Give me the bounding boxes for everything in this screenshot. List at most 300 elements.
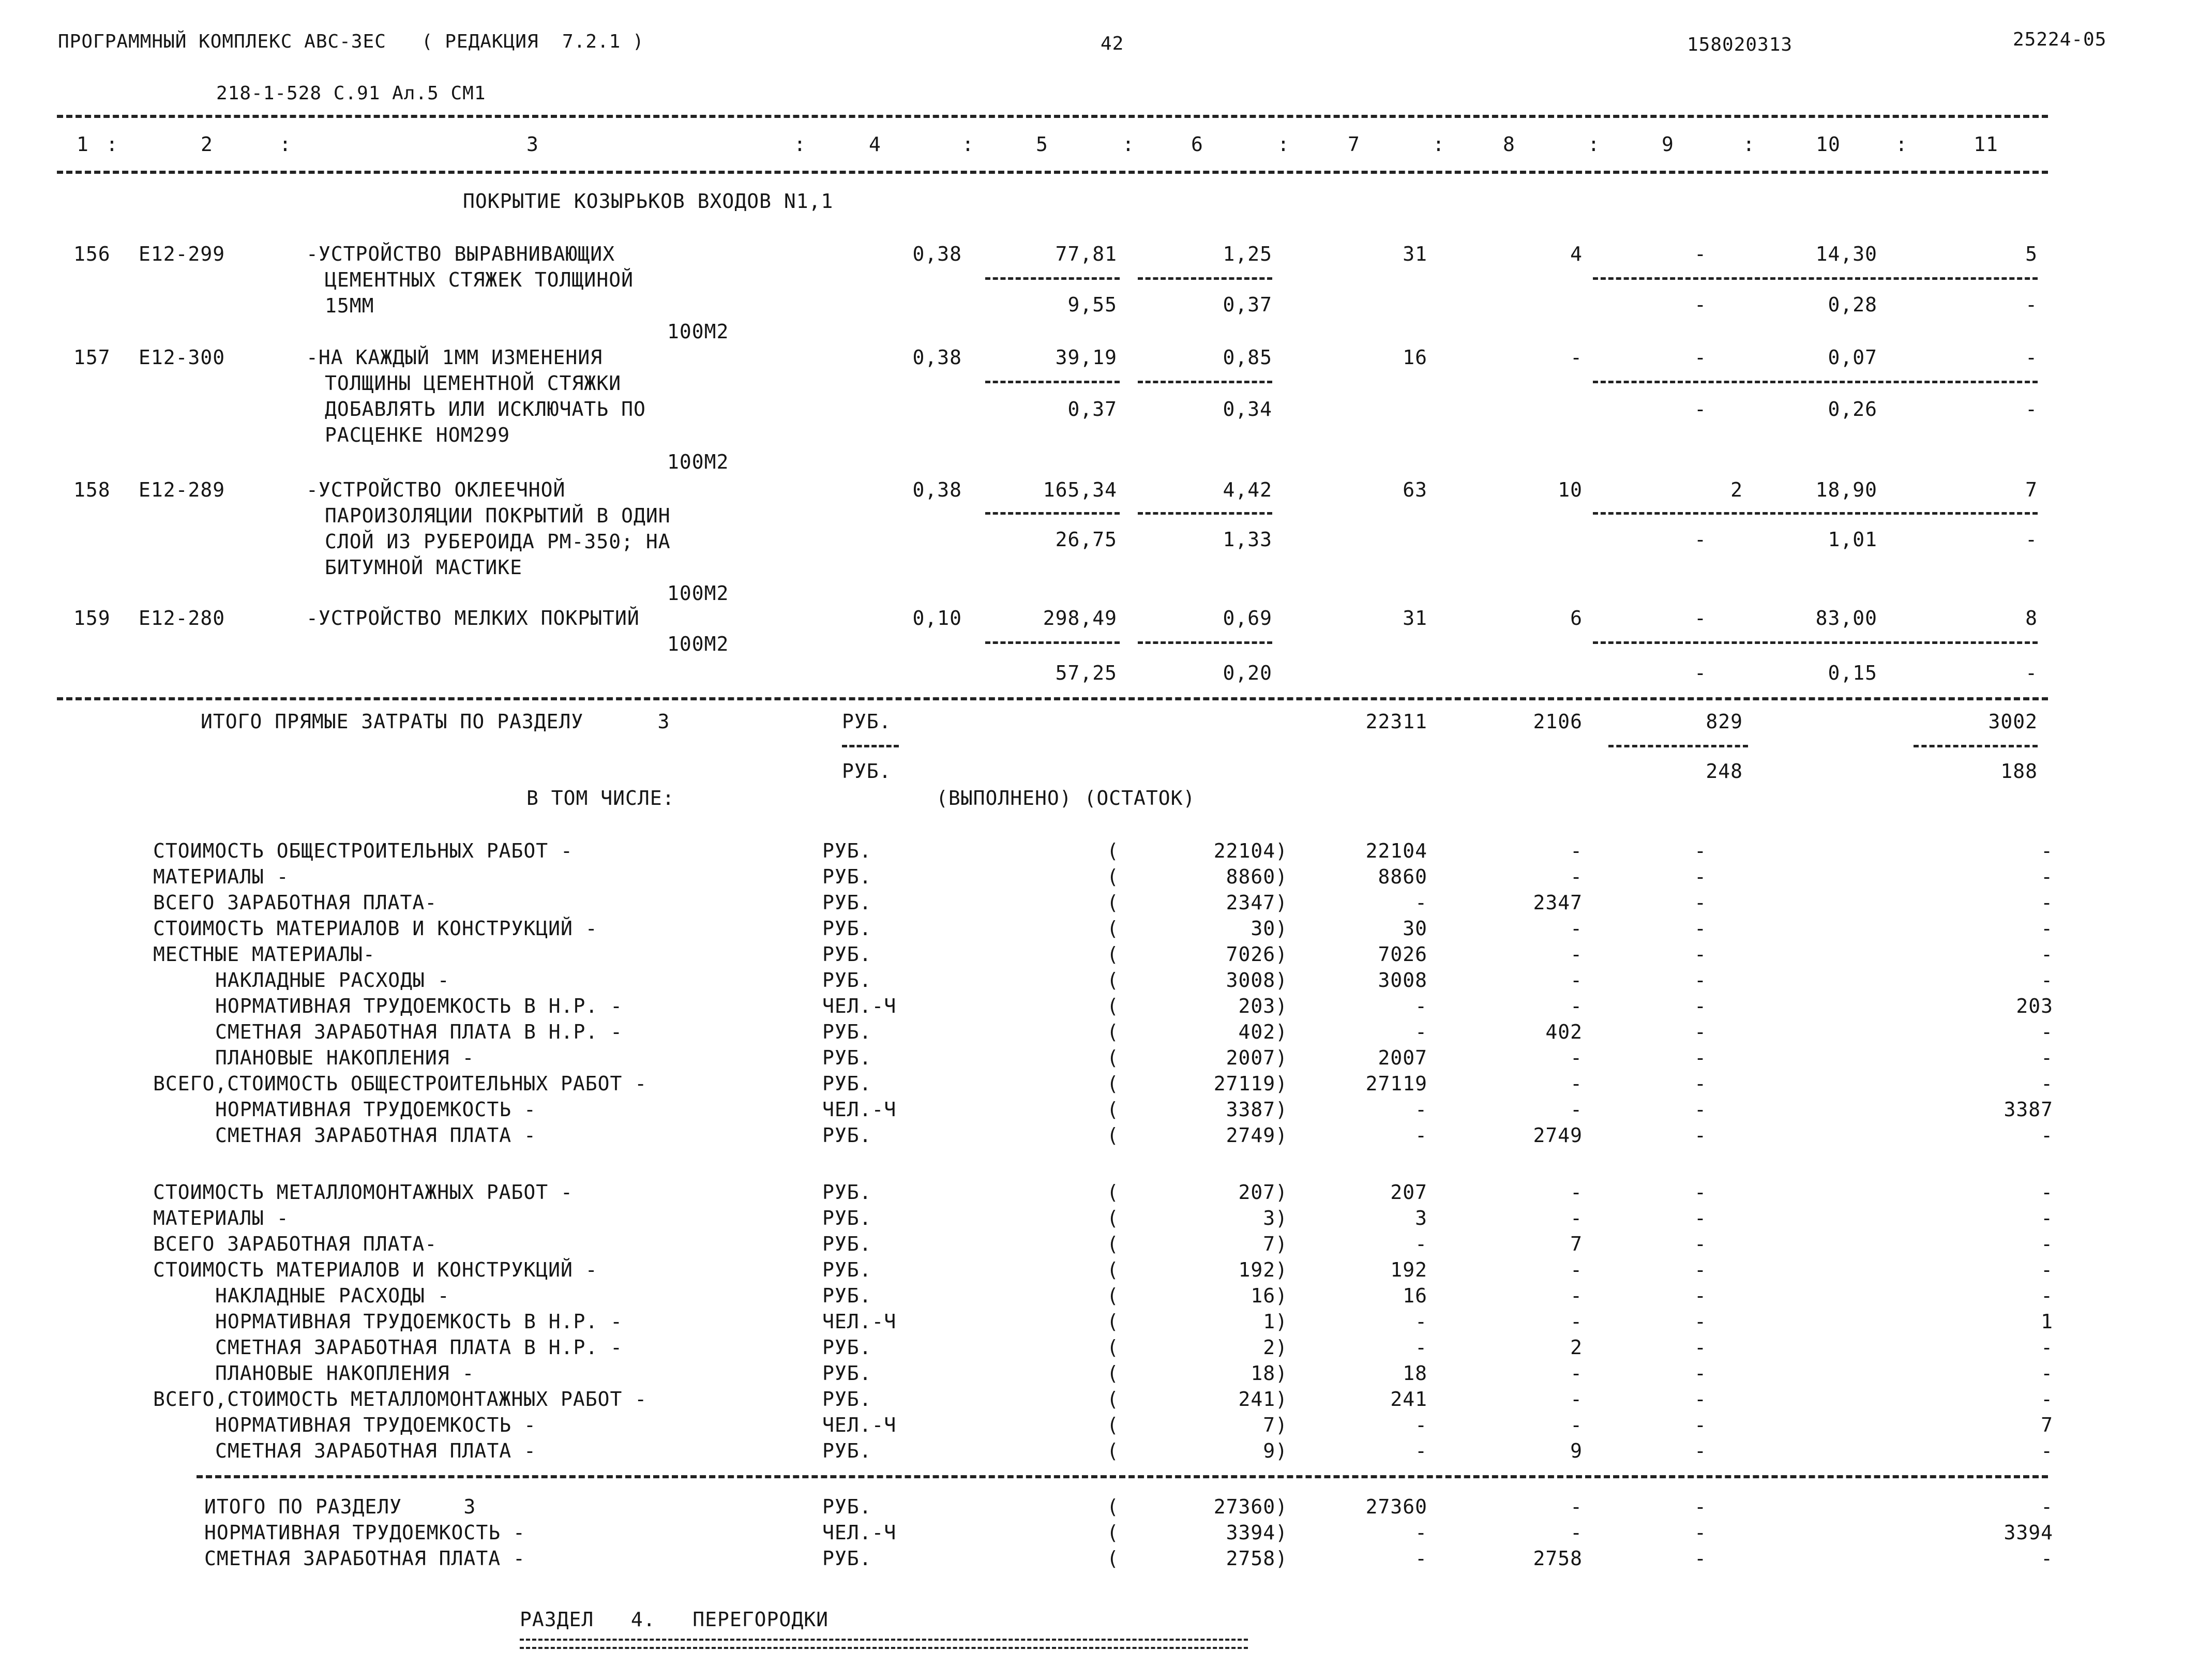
item-col5: 298,49 xyxy=(1043,607,1117,629)
item-description-line: -УСТРОЙСТВО ОКЛЕЕЧНОЙ xyxy=(306,478,566,501)
item-col9: - xyxy=(1694,243,1707,265)
summary-col11: - xyxy=(2041,891,2053,914)
summary-col8: - xyxy=(1570,995,1583,1017)
item-col6: 0,69 xyxy=(1223,607,1272,629)
summary-label: НОРМАТИВНАЯ ТРУДОЕМКОСТЬ - xyxy=(204,1521,525,1544)
summary-col11: - xyxy=(2041,943,2053,966)
summary-col7: - xyxy=(1415,1021,1427,1043)
underline xyxy=(1593,381,2038,383)
item-col5: 39,19 xyxy=(1055,346,1117,369)
summary-value: 3008) xyxy=(1226,969,1288,992)
open-paren: ( xyxy=(1107,1258,1119,1281)
item-col7: 31 xyxy=(1403,607,1427,629)
summary-col9: - xyxy=(1694,1207,1707,1229)
summary-label: СТОИМОСТЬ ОБЩЕСТРОИТЕЛЬНЫХ РАБОТ - xyxy=(153,839,573,862)
summary-unit: РУБ. xyxy=(822,1072,872,1095)
column-separator: : xyxy=(1122,133,1135,156)
summary-value: 192) xyxy=(1238,1258,1288,1281)
summary-col7: 18 xyxy=(1403,1362,1427,1385)
summary-col7: 22104 xyxy=(1365,839,1427,862)
item-col8: - xyxy=(1570,346,1583,369)
summary-unit: РУБ. xyxy=(822,1439,872,1462)
project-reference: 218-1-528 С.91 Ал.5 СМ1 xyxy=(216,83,486,104)
item-col10-sub: 0,15 xyxy=(1828,662,1877,684)
open-paren: ( xyxy=(1107,1124,1119,1147)
open-paren: ( xyxy=(1107,943,1119,966)
summary-col11: - xyxy=(2041,1021,2053,1043)
total-direct-col9: 829 xyxy=(1706,710,1743,733)
open-paren: ( xyxy=(1107,1046,1119,1069)
total-direct-col8: 2106 xyxy=(1533,710,1583,733)
page-number: 42 xyxy=(1101,33,1124,54)
summary-label: СМЕТНАЯ ЗАРАБОТНАЯ ПЛАТА - xyxy=(215,1439,536,1462)
summary-col7: - xyxy=(1415,891,1427,914)
summary-value: 207) xyxy=(1238,1181,1288,1204)
summary-col7: - xyxy=(1415,1098,1427,1121)
item-description-line: ЦЕМЕНТНЫХ СТЯЖЕК ТОЛЩИНОЙ xyxy=(325,268,634,291)
item-code: Е12-300 xyxy=(139,346,225,369)
summary-unit: РУБ. xyxy=(822,1233,872,1255)
summary-col8: 2758 xyxy=(1533,1547,1583,1570)
summary-col11: - xyxy=(2041,969,2053,992)
item-col10: 18,90 xyxy=(1815,478,1877,501)
summary-value: 2007) xyxy=(1226,1046,1288,1069)
summary-col7: 30 xyxy=(1403,917,1427,940)
summary-col11: 1 xyxy=(2041,1310,2053,1333)
summary-label: СМЕТНАЯ ЗАРАБОТНАЯ ПЛАТА В Н.Р. - xyxy=(215,1336,623,1359)
summary-col9: - xyxy=(1694,1310,1707,1333)
summary-col11: - xyxy=(2041,1072,2053,1095)
item-col7: 16 xyxy=(1403,346,1427,369)
summary-unit: РУБ. xyxy=(822,1124,872,1147)
open-paren: ( xyxy=(1107,839,1119,862)
summary-col9: - xyxy=(1694,1388,1707,1411)
column-number: 5 xyxy=(1036,133,1048,156)
item-col9-sub: - xyxy=(1694,662,1707,684)
column-separator: : xyxy=(962,133,974,156)
summary-label: ВСЕГО,СТОИМОСТЬ МЕТАЛЛОМОНТАЖНЫХ РАБОТ - xyxy=(153,1388,647,1411)
summary-unit: РУБ. xyxy=(822,891,872,914)
open-paren: ( xyxy=(1107,1388,1119,1411)
summary-label: СТОИМОСТЬ МАТЕРИАЛОВ И КОНСТРУКЦИЙ - xyxy=(153,917,598,940)
summary-col8: - xyxy=(1570,1072,1583,1095)
open-paren: ( xyxy=(1107,917,1119,940)
summary-label: СМЕТНАЯ ЗАРАБОТНАЯ ПЛАТА - xyxy=(215,1124,536,1147)
header-bottom-rule xyxy=(57,171,2048,174)
summary-unit: РУБ. xyxy=(822,1181,872,1204)
summary-label: НОРМАТИВНАЯ ТРУДОЕМКОСТЬ В Н.Р. - xyxy=(215,1310,623,1333)
total-direct-col11: 3002 xyxy=(1988,710,2038,733)
summary-col11: - xyxy=(2041,1124,2053,1147)
item-col11-sub: - xyxy=(2025,293,2038,316)
open-paren: ( xyxy=(1107,1439,1119,1462)
column-number: 11 xyxy=(1974,133,1998,156)
underline xyxy=(1138,512,1272,515)
item-col9-sub: - xyxy=(1694,293,1707,316)
summary-unit: РУБ. xyxy=(822,865,872,888)
summary-value: 7) xyxy=(1263,1233,1288,1255)
summary-col8: - xyxy=(1570,1284,1583,1307)
document-number: 25224-05 xyxy=(2013,29,2107,50)
summary-col9: - xyxy=(1694,1072,1707,1095)
summary-col11: - xyxy=(2041,1233,2053,1255)
summary-col11: - xyxy=(2041,1439,2053,1462)
summary-col9: - xyxy=(1694,1521,1707,1544)
program-title: ПРОГРАММНЫЙ КОМПЛЕКС АВС-3ЕС ( РЕДАКЦИЯ 7.2.1 ) xyxy=(58,31,644,52)
item-col5: 165,34 xyxy=(1043,478,1117,501)
underline xyxy=(985,381,1120,383)
summary-col7: - xyxy=(1415,1521,1427,1544)
summary-col11: 203 xyxy=(2016,995,2053,1017)
summary-col9: - xyxy=(1694,891,1707,914)
open-paren: ( xyxy=(1107,1495,1119,1518)
item-description-line: ПАРОИЗОЛЯЦИИ ПОКРЫТИЙ В ОДИН xyxy=(325,504,671,527)
underline xyxy=(985,641,1120,644)
item-col6: 0,85 xyxy=(1223,346,1272,369)
section-rule xyxy=(57,697,2048,700)
summary-unit: РУБ. xyxy=(822,1046,872,1069)
underline xyxy=(985,277,1120,280)
item-col10: 14,30 xyxy=(1815,243,1877,265)
summary-label: ИТОГО ПО РАЗДЕЛУ 3 xyxy=(204,1495,476,1518)
summary-value: 7) xyxy=(1263,1414,1288,1436)
item-col11: 7 xyxy=(2025,478,2038,501)
open-paren: ( xyxy=(1107,969,1119,992)
summary-label: НАКЛАДНЫЕ РАСХОДЫ - xyxy=(215,969,450,992)
summary-unit: РУБ. xyxy=(822,1362,872,1385)
summary-col11: - xyxy=(2041,917,2053,940)
summary-value: 16) xyxy=(1251,1284,1288,1307)
summary-col7: - xyxy=(1415,1310,1427,1333)
item-col9: 2 xyxy=(1730,478,1743,501)
summary-col7: 2007 xyxy=(1378,1046,1427,1069)
summary-unit: РУБ. xyxy=(822,1495,872,1518)
summary-col7: 3008 xyxy=(1378,969,1427,992)
underline xyxy=(1593,277,2038,280)
summary-value: 3387) xyxy=(1226,1098,1288,1121)
in-total-label: В ТОМ ЧИСЛЕ: xyxy=(526,787,675,809)
item-col5-sub: 0,37 xyxy=(1067,398,1117,421)
summary-col7: 27119 xyxy=(1365,1072,1427,1095)
column-separator: : xyxy=(794,133,806,156)
summary-label: НОРМАТИВНАЯ ТРУДОЕМКОСТЬ - xyxy=(215,1414,536,1436)
summary-unit: РУБ. xyxy=(822,1258,872,1281)
summary-col9: - xyxy=(1694,1021,1707,1043)
summary-col7: - xyxy=(1415,1233,1427,1255)
summary-col9: - xyxy=(1694,1181,1707,1204)
column-number: 2 xyxy=(201,133,213,156)
summary-unit: ЧЕЛ.-Ч xyxy=(822,995,897,1017)
summary-unit: ЧЕЛ.-Ч xyxy=(822,1521,897,1544)
summary-col9: - xyxy=(1694,1124,1707,1147)
item-code: Е12-299 xyxy=(139,243,225,265)
item-code: Е12-289 xyxy=(139,478,225,501)
summary-col8: - xyxy=(1570,1362,1583,1385)
summary-value: 3394) xyxy=(1226,1521,1288,1544)
item-col10: 0,07 xyxy=(1828,346,1877,369)
summary-unit: РУБ. xyxy=(822,1388,872,1411)
summary-col8: 402 xyxy=(1545,1021,1583,1043)
item-col8: 4 xyxy=(1570,243,1583,265)
item-col7: 63 xyxy=(1403,478,1427,501)
item-quantity: 0,38 xyxy=(912,478,962,501)
open-paren: ( xyxy=(1107,1310,1119,1333)
summary-col11: - xyxy=(2041,1547,2053,1570)
total-direct-label: ИТОГО ПРЯМЫЕ ЗАТРАТЫ ПО РАЗДЕЛУ 3 xyxy=(201,710,670,733)
column-separator: : xyxy=(1588,133,1600,156)
summary-unit: РУБ. xyxy=(822,1547,872,1570)
column-number: 9 xyxy=(1662,133,1674,156)
total-direct-unit: РУБ. xyxy=(842,710,892,733)
summary-col7: 16 xyxy=(1403,1284,1427,1307)
summary-label: СМЕТНАЯ ЗАРАБОТНАЯ ПЛАТА В Н.Р. - xyxy=(215,1021,623,1043)
summary-unit: РУБ. xyxy=(822,943,872,966)
item-col10-sub: 0,28 xyxy=(1828,293,1877,316)
item-col6: 1,25 xyxy=(1223,243,1272,265)
summary-col9: - xyxy=(1694,995,1707,1017)
item-quantity: 0,38 xyxy=(912,346,962,369)
summary-col8: - xyxy=(1570,1207,1583,1229)
summary-col9: - xyxy=(1694,1098,1707,1121)
summary-unit: ЧЕЛ.-Ч xyxy=(822,1414,897,1436)
summary-col9: - xyxy=(1694,1547,1707,1570)
item-col9-sub: - xyxy=(1694,528,1707,551)
summary-label: СТОИМОСТЬ МЕТАЛЛОМОНТАЖНЫХ РАБОТ - xyxy=(153,1181,573,1204)
summary-value: 2) xyxy=(1263,1336,1288,1359)
done-rest-label: (ВЫПОЛНЕНО) (ОСТАТОК) xyxy=(936,787,1196,809)
summary-unit: РУБ. xyxy=(822,1207,872,1229)
item-col6-sub: 0,20 xyxy=(1223,662,1272,684)
item-unit: 100М2 xyxy=(667,451,729,473)
summary-col8: - xyxy=(1570,969,1583,992)
summary-col11: - xyxy=(2041,839,2053,862)
item-description-line: -УСТРОЙСТВО МЕЛКИХ ПОКРЫТИЙ xyxy=(306,607,640,629)
summary-col11: - xyxy=(2041,865,2053,888)
summary-col11: 7 xyxy=(2041,1414,2053,1436)
summary-value: 9) xyxy=(1263,1439,1288,1462)
open-paren: ( xyxy=(1107,1072,1119,1095)
summary-label: СТОИМОСТЬ МАТЕРИАЛОВ И КОНСТРУКЦИЙ - xyxy=(153,1258,598,1281)
summary-col9: - xyxy=(1694,1336,1707,1359)
total-direct-col7: 22311 xyxy=(1365,710,1427,733)
summary-value: 7026) xyxy=(1226,943,1288,966)
summary-col7: 27360 xyxy=(1365,1495,1427,1518)
column-number: 6 xyxy=(1191,133,1203,156)
item-col5: 77,81 xyxy=(1055,243,1117,265)
summary-label: ВСЕГО ЗАРАБОТНАЯ ПЛАТА- xyxy=(153,891,438,914)
item-col6-sub: 0,37 xyxy=(1223,293,1272,316)
summary-col8: - xyxy=(1570,1414,1583,1436)
item-col6: 4,42 xyxy=(1223,478,1272,501)
column-number: 8 xyxy=(1503,133,1515,156)
item-col10-sub: 0,26 xyxy=(1828,398,1877,421)
item-description-line: БИТУМНОЙ МАСТИКЕ xyxy=(325,556,523,579)
open-paren: ( xyxy=(1107,1362,1119,1385)
summary-unit: РУБ. xyxy=(822,1284,872,1307)
underline xyxy=(985,512,1120,515)
summary-value: 2347) xyxy=(1226,891,1288,914)
summary-label: ВСЕГО ЗАРАБОТНАЯ ПЛАТА- xyxy=(153,1233,438,1255)
open-paren: ( xyxy=(1107,1547,1119,1570)
summary-col7: - xyxy=(1415,1414,1427,1436)
summary-col8: 7 xyxy=(1570,1233,1583,1255)
item-number: 157 xyxy=(73,346,111,369)
open-paren: ( xyxy=(1107,1284,1119,1307)
summary-col7: 192 xyxy=(1390,1258,1427,1281)
item-col9: - xyxy=(1694,607,1707,629)
summary-unit: РУБ. xyxy=(822,917,872,940)
summary-col7: 241 xyxy=(1390,1388,1427,1411)
summary-value: 30) xyxy=(1251,917,1288,940)
summary-col8: - xyxy=(1570,1258,1583,1281)
header-top-rule xyxy=(57,115,2048,118)
summary-col11: - xyxy=(2041,1336,2053,1359)
summary-col8: 2347 xyxy=(1533,891,1583,914)
summary-col7: - xyxy=(1415,1124,1427,1147)
summary-col9: - xyxy=(1694,839,1707,862)
open-paren: ( xyxy=(1107,1336,1119,1359)
item-description-line: ТОЛЩИНЫ ЦЕМЕНТНОЙ СТЯЖКИ xyxy=(325,372,622,395)
item-description-line: -НА КАЖДЫЙ 1ММ ИЗМЕНЕНИЯ xyxy=(306,346,603,369)
item-col10-sub: 1,01 xyxy=(1828,528,1877,551)
open-paren: ( xyxy=(1107,995,1119,1017)
summary-value: 22104) xyxy=(1213,839,1288,862)
summary-col9: - xyxy=(1694,1495,1707,1518)
item-col11-sub: - xyxy=(2025,398,2038,421)
summary-col7: - xyxy=(1415,1547,1427,1570)
item-number: 159 xyxy=(73,607,111,629)
item-number: 158 xyxy=(73,478,111,501)
item-quantity: 0,10 xyxy=(912,607,962,629)
underline xyxy=(1593,641,2038,644)
item-col11-sub: - xyxy=(2025,662,2038,684)
summary-label: НАКЛАДНЫЕ РАСХОДЫ - xyxy=(215,1284,450,1307)
open-paren: ( xyxy=(1107,1207,1119,1229)
summary-col8: 2 xyxy=(1570,1336,1583,1359)
summary-col8: - xyxy=(1570,917,1583,940)
summary-col8: - xyxy=(1570,1046,1583,1069)
summary-col9: - xyxy=(1694,865,1707,888)
summary-label: НОРМАТИВНАЯ ТРУДОЕМКОСТЬ В Н.Р. - xyxy=(215,995,623,1017)
item-col10: 83,00 xyxy=(1815,607,1877,629)
summary-value: 402) xyxy=(1238,1021,1288,1043)
item-col11-sub: - xyxy=(2025,528,2038,551)
summary-label: ВСЕГО,СТОИМОСТЬ ОБЩЕСТРОИТЕЛЬНЫХ РАБОТ - xyxy=(153,1072,647,1095)
item-description-line: СЛОЙ ИЗ РУБЕРОИДА РМ-350; НА xyxy=(325,530,671,553)
item-unit: 100М2 xyxy=(667,633,729,655)
summary-col9: - xyxy=(1694,1233,1707,1255)
summary-value: 2758) xyxy=(1226,1547,1288,1570)
summary-col9: - xyxy=(1694,917,1707,940)
summary-col9: - xyxy=(1694,1414,1707,1436)
summary-unit: РУБ. xyxy=(822,839,872,862)
summary-col11: - xyxy=(2041,1046,2053,1069)
summary-col8: - xyxy=(1570,1310,1583,1333)
open-paren: ( xyxy=(1107,1233,1119,1255)
item-code: Е12-280 xyxy=(139,607,225,629)
summary-col11: - xyxy=(2041,1284,2053,1307)
summary-col8: - xyxy=(1570,1098,1583,1121)
summary-col8: - xyxy=(1570,1388,1583,1411)
item-col8: 10 xyxy=(1558,478,1583,501)
item-col11: 8 xyxy=(2025,607,2038,629)
column-separator: : xyxy=(1277,133,1290,156)
summary-col7: 207 xyxy=(1390,1181,1427,1204)
summary-col8: - xyxy=(1570,1521,1583,1544)
summary-col9: - xyxy=(1694,1362,1707,1385)
item-col5-sub: 9,55 xyxy=(1067,293,1117,316)
summary-col9: - xyxy=(1694,1258,1707,1281)
document-code: 158020313 xyxy=(1687,34,1793,55)
double-underline xyxy=(520,1639,1248,1649)
item-col6-sub: 0,34 xyxy=(1223,398,1272,421)
summary-label: МЕСТНЫЕ МАТЕРИАЛЫ- xyxy=(153,943,375,966)
item-description-line: РАСЦЕНКЕ НОМ299 xyxy=(325,424,510,446)
summary-value: 2749) xyxy=(1226,1124,1288,1147)
item-quantity: 0,38 xyxy=(912,243,962,265)
summary-value: 27360) xyxy=(1213,1495,1288,1518)
item-description-line: -УСТРОЙСТВО ВЫРАВНИВАЮЩИХ xyxy=(306,243,615,265)
summary-col11: - xyxy=(2041,1362,2053,1385)
item-col5-sub: 26,75 xyxy=(1055,528,1117,551)
summary-col11: - xyxy=(2041,1258,2053,1281)
item-col9: - xyxy=(1694,346,1707,369)
underline xyxy=(1608,745,1748,747)
summary-col11: 3387 xyxy=(2004,1098,2053,1121)
underline xyxy=(1593,512,2038,515)
summary-value: 3) xyxy=(1263,1207,1288,1229)
underline xyxy=(1138,641,1272,644)
summary-value: 203) xyxy=(1238,995,1288,1017)
open-paren: ( xyxy=(1107,1098,1119,1121)
summary-col11: - xyxy=(2041,1495,2053,1518)
summary-col8: - xyxy=(1570,839,1583,862)
total-direct-unit-2: РУБ. xyxy=(842,760,892,783)
summary-value: 1) xyxy=(1263,1310,1288,1333)
section-title: ПОКРЫТИЕ КОЗЫРЬКОВ ВХОДОВ N1,1 xyxy=(463,190,834,213)
summary-unit: ЧЕЛ.-Ч xyxy=(822,1098,897,1121)
column-separator: : xyxy=(1743,133,1755,156)
summary-col11: - xyxy=(2041,1388,2053,1411)
open-paren: ( xyxy=(1107,1414,1119,1436)
underline xyxy=(1914,745,2038,747)
summary-col9: - xyxy=(1694,969,1707,992)
item-col6-sub: 1,33 xyxy=(1223,528,1272,551)
summary-col8: - xyxy=(1570,865,1583,888)
summary-unit: РУБ. xyxy=(822,1021,872,1043)
open-paren: ( xyxy=(1107,865,1119,888)
summary-col7: 3 xyxy=(1415,1207,1427,1229)
column-separator: : xyxy=(1433,133,1445,156)
column-number: 4 xyxy=(869,133,881,156)
item-col9-sub: - xyxy=(1694,398,1707,421)
column-number: 7 xyxy=(1348,133,1360,156)
total-direct-col9-sub: 248 xyxy=(1706,760,1743,783)
summary-col7: - xyxy=(1415,995,1427,1017)
item-col8: 6 xyxy=(1570,607,1583,629)
open-paren: ( xyxy=(1107,1181,1119,1204)
summary-col7: - xyxy=(1415,1336,1427,1359)
item-col11: 5 xyxy=(2025,243,2038,265)
item-unit: 100М2 xyxy=(667,582,729,605)
summary-label: ПЛАНОВЫЕ НАКОПЛЕНИЯ - xyxy=(215,1362,475,1385)
summary-label: НОРМАТИВНАЯ ТРУДОЕМКОСТЬ - xyxy=(215,1098,536,1121)
summary-unit: РУБ. xyxy=(822,969,872,992)
column-number: 10 xyxy=(1816,133,1841,156)
item-description-line: ДОБАВЛЯТЬ ИЛИ ИСКЛЮЧАТЬ ПО xyxy=(325,398,646,421)
summary-col7: - xyxy=(1415,1439,1427,1462)
summary-value: 241) xyxy=(1238,1388,1288,1411)
